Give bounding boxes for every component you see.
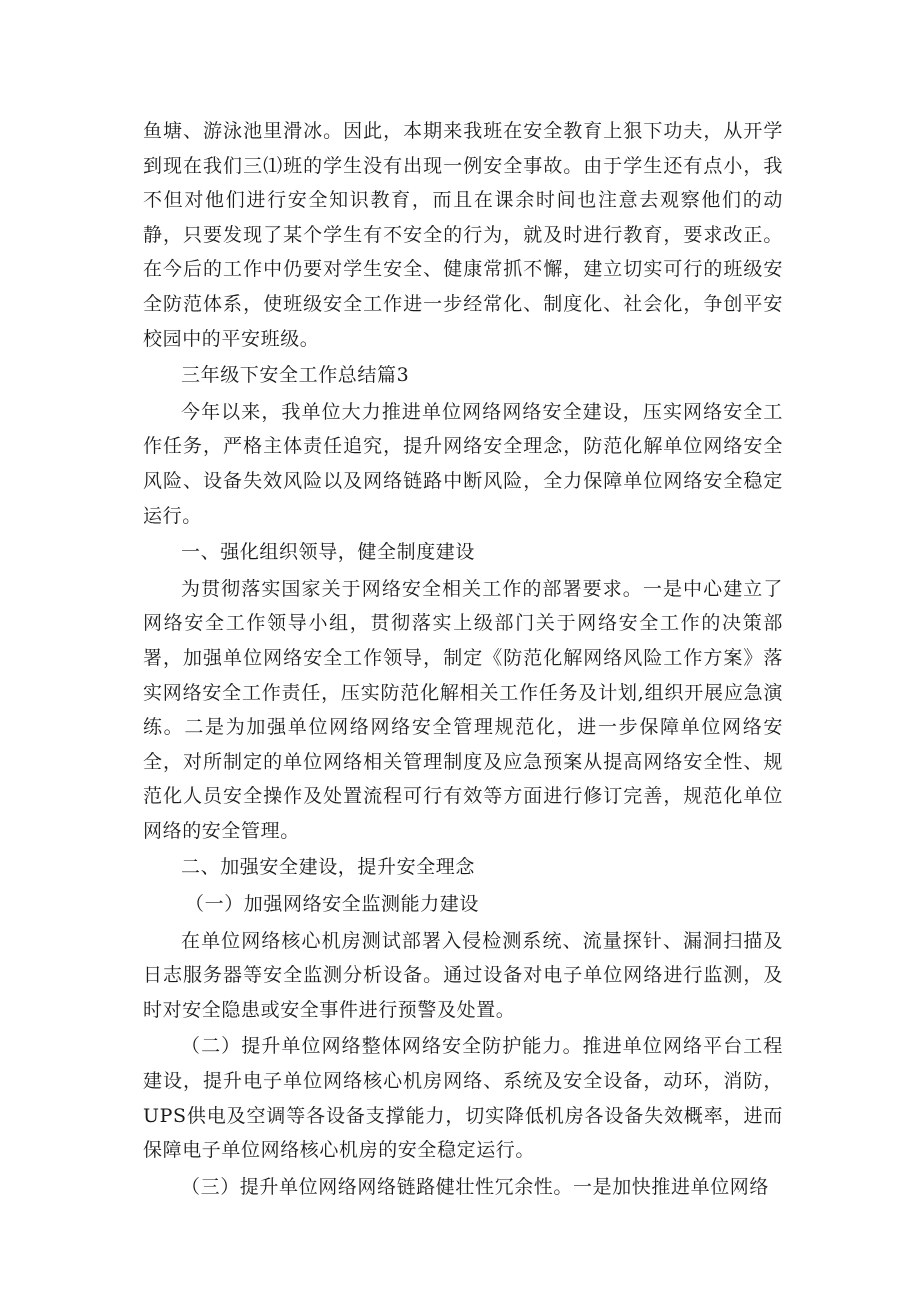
subsection1-paragraph: 在单位网络核心机房测试部署入侵检测系统、流量探针、漏洞扫描及日志服务器等安全监测分析设备。通过设备对电子单位网络进行监测，及时对安全隐患或安全事件进行预警及处置。	[143, 929, 783, 1021]
subsection2-paragraph: （二）提升单位网络整体网络安全防护能力。推进单位网络平台工程建设，提升电子单位网络核心机房网络、系统及安全设备，动环，消防，UPS供电及空调等各设备支撑能力，切实降低机房各设备失效概率，进而保障电子单位网络核心机房的安全稳定运行。	[143, 1035, 783, 1162]
document-title: 三年级下安全工作总结篇3	[181, 364, 410, 387]
section1-paragraph: 为贯彻落实国家关于网络安全相关工作的部署要求。一是中心建立了网络安全工作领导小组，贯彻落实上级部门关于网络安全工作的决策部署，加强单位网络安全工作领导，制定《防范化解网络风险工作方案》落实网络安全工作责任，压实防范化解相关工作任务及计划,组织开展应急演练。二是为加强单位网络网络安全管理规范化，进一步保障单位网络安全，对所制定的单位网络相关管理制度及应急预案从提高网络安全性、规范化人员安全操作及处置流程可行有效等方面进行修订完善，规范化单位网络的安全管理。	[143, 577, 783, 842]
subsection3-paragraph: （三）提升单位网络网络链路健壮性冗余性。一是加快推进单位网络	[181, 1175, 770, 1198]
continuation-paragraph: 鱼塘、游泳池里滑冰。因此，本期来我班在安全教育上狠下功夫，从开学到现在我们三⑴班的学生没有出现一例安全事故。由于学生还有点小，我不但对他们进行安全知识教育，而且在课余时间也注意去观察他们的动静，只要发现了某个学生有不安全的行为，就及时进行教育，要求改正。在今后的工作中仍要对学生安全、健康常抓不懈，建立切实可行的班级安全防范体系，使班级安全工作进一步经常化、制度化、社会化，争创平安校园中的平安班级。	[143, 120, 783, 350]
intro-paragraph: 今年以来，我单位大力推进单位网络网络安全建设，压实网络安全工作任务，严格主体责任追究，提升网络安全理念，防范化解单位网络安全风险、设备失效风险以及网络链路中断风险，全力保障单位网络安全稳定运行。	[143, 400, 783, 527]
section2-heading: 二、加强安全建设，提升安全理念	[181, 856, 476, 879]
section1-heading: 一、强化组织领导，健全制度建设	[181, 541, 476, 564]
subsection1-heading: （一）加强网络安全监测能力建设	[185, 893, 480, 916]
document-body	[143, 114, 783, 1204]
